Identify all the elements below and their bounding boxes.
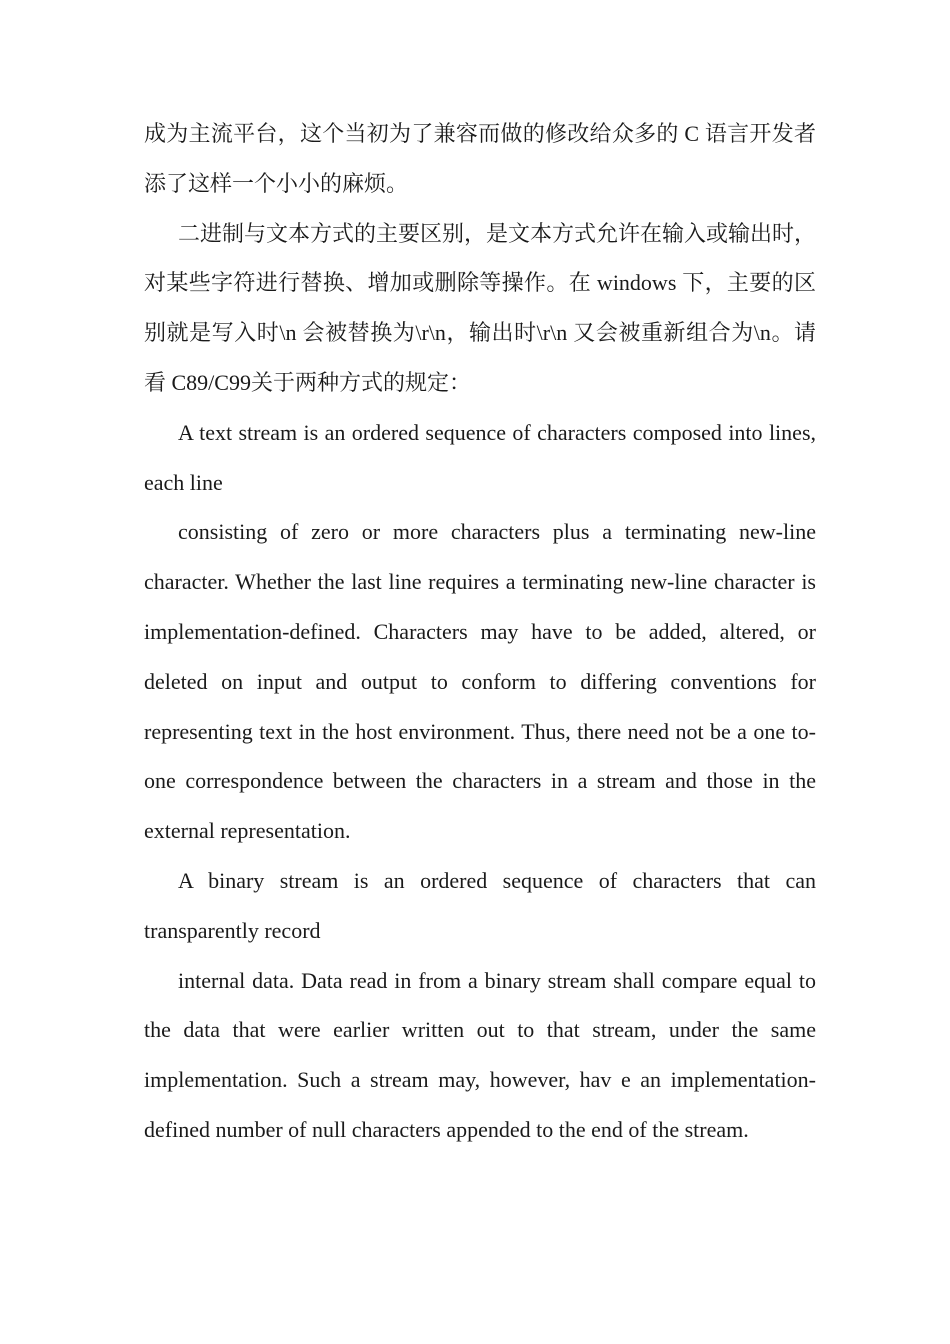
document-body: [144, 109, 816, 1155]
paragraph-text-stream-definition: A text stream is an ordered sequence of characters composed into lines, each line: [144, 419, 816, 495]
paragraph-binary-stream-details: internal data. Data read in from a binary stream shall compare equal to the data that were earlier written out to that stream, under the same implementation. Such a stream may, however, hav e an implementation-defined number of null characters appended to the end of the stream.: [144, 967, 816, 1142]
paragraph-text-stream-details: consisting of zero or more characters plus a terminating new-line character. Whether the last line requires a terminating new-line character is implementation-defined. Characters may have to be added, altered, or deleted on input and output to conform to differing conventions for representing text in the host environment. Thus, there need not be a one to-one correspondence between the characters in a stream and those in the external representation.: [144, 519, 816, 844]
paragraph-binary-vs-text: 二进制与文本方式的主要区别，是文本方式允许在输入或输出时，对某些字符进行替换、增加或删除等操作。在 windows 下，主要的区别就是写入时\n 会被替换为\r\n，输出时\r\n 又会被重新组合为\n。请看 C89/C99关于两种方式的规定：: [144, 220, 817, 395]
paragraph-intro-continuation: 成为主流平台，这个当初为了兼容而做的修改给众多的 C 语言开发者添了这样一个小小的麻烦。: [144, 121, 816, 196]
paragraph-binary-stream-definition: A binary stream is an ordered sequence of characters that can transparently record: [144, 867, 816, 943]
